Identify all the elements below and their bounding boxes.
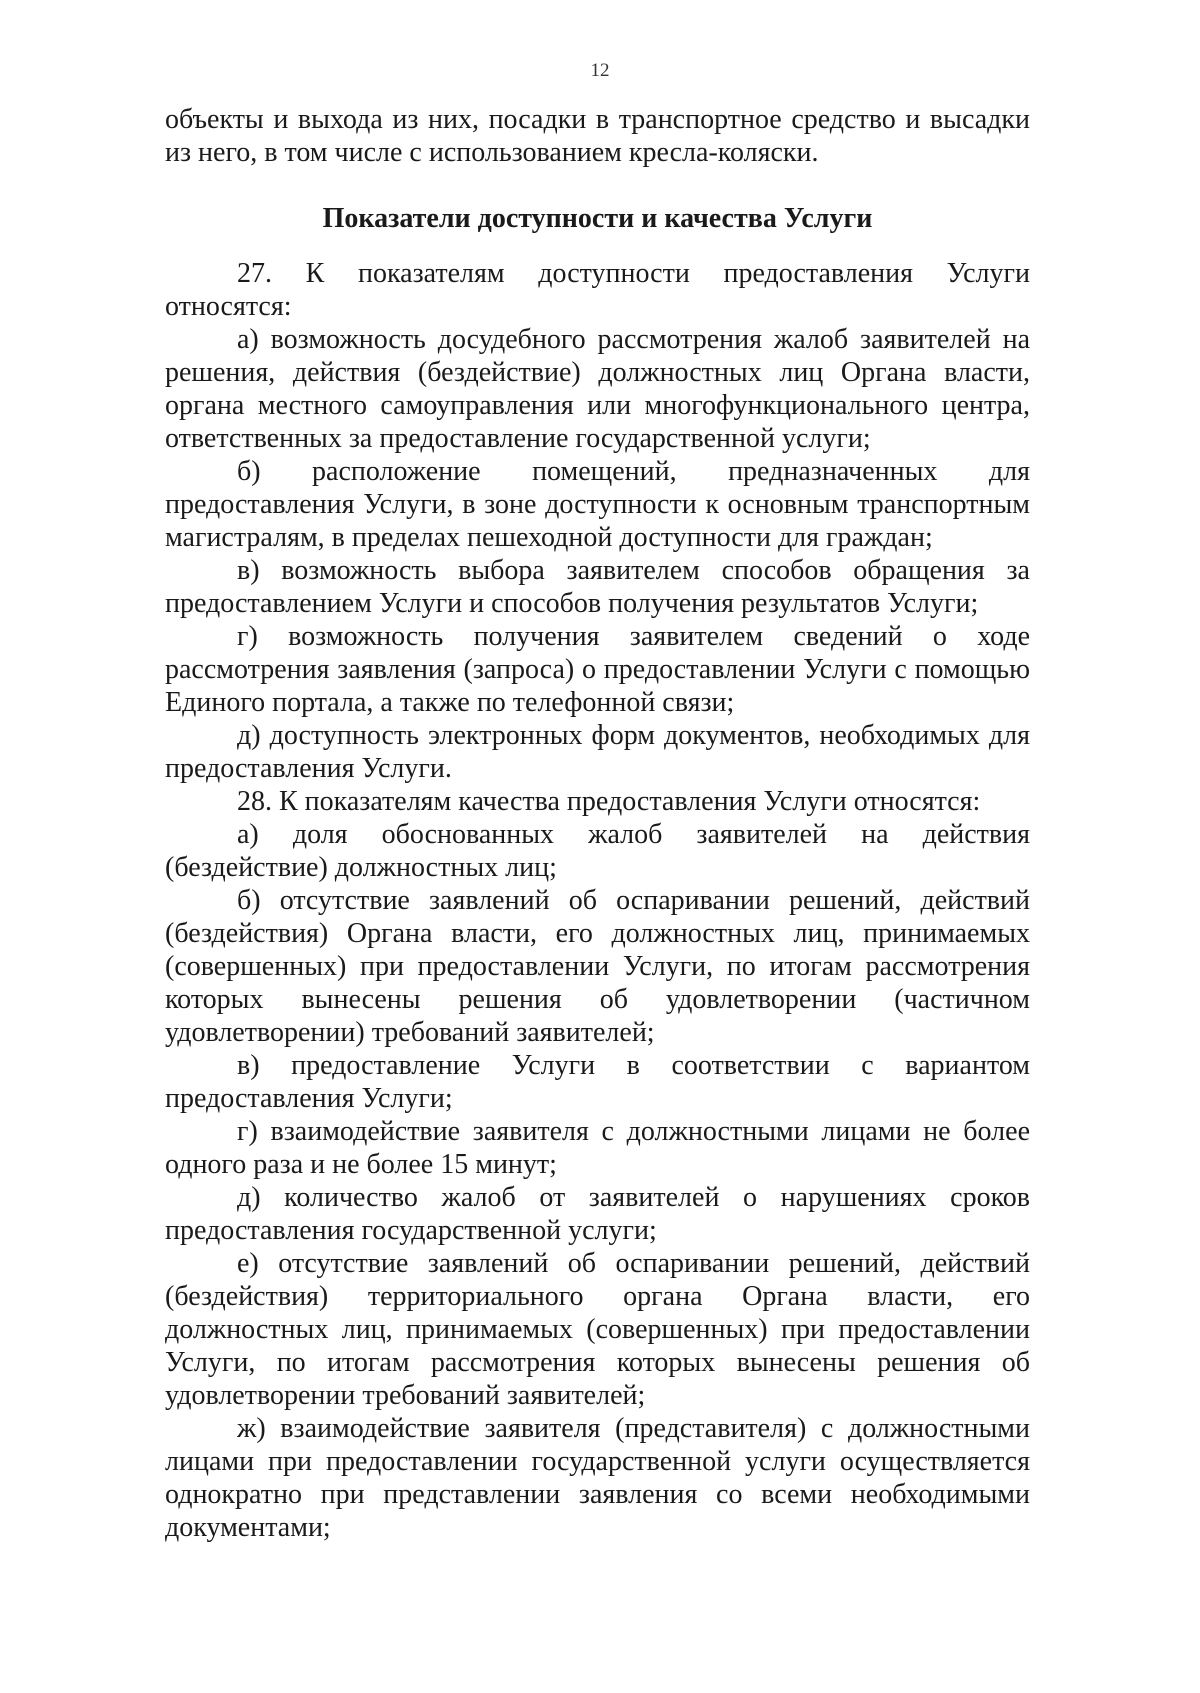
clause-27-item-a: а) возможность досудебного рассмотрения жалоб заявителей на решения, действия (бездействие) должностных лиц Органа власти, органа местного самоуправления или многофункционального центра, ответственных за предоставление государственной услуги; bbox=[165, 324, 1030, 454]
clause-28-item-b: б) отсутствие заявлений об оспаривании решений, действий (бездействия) Органа власти, его должностных лиц, принимаемых (совершенных) при предоставлении Услуги, по итогам рассмотрения которых вынесены решения об удовлетворении (частичном удовлетворении) требований заявителей; bbox=[165, 885, 1030, 1048]
intro-continuation: объекты и выхода из них, посадки в транспортное средство и высадки из него, в том числе с использованием кресла-коляски. bbox=[165, 104, 1030, 168]
section-heading: Показатели доступности и качества Услуги bbox=[322, 203, 873, 234]
clause-28-item-zh: ж) взаимодействие заявителя (представителя) с должностными лицами при предоставлении государственной услуги осуществляется однократно при представлении заявления со всеми необходимыми документами; bbox=[165, 1413, 1030, 1543]
clause-27-intro: 27. К показателям доступности предоставления Услуги относятся: bbox=[165, 258, 1030, 322]
document-body bbox=[165, 103, 1030, 1544]
clause-28-item-v: в) предоставление Услуги в соответствии с вариантом предоставления Услуги; bbox=[165, 1050, 1030, 1114]
clause-27-item-g: г) возможность получения заявителем сведений о ходе рассмотрения заявления (запроса) о предоставлении Услуги с помощью Единого портала, а также по телефонной связи; bbox=[165, 621, 1030, 718]
clause-27-item-d: д) доступность электронных форм документов, необходимых для предоставления Услуги. bbox=[165, 720, 1030, 784]
page-number: 12 bbox=[590, 60, 610, 81]
clause-28-item-d: д) количество жалоб от заявителей о нарушениях сроков предоставления государственной услуги; bbox=[165, 1182, 1030, 1246]
clause-28-intro: 28. К показателям качества предоставления Услуги относятся: bbox=[237, 786, 981, 817]
clause-27-item-v: в) возможность выбора заявителем способов обращения за предоставлением Услуги и способов получения результатов Услуги; bbox=[165, 555, 1030, 619]
clause-28-item-e: е) отсутствие заявлений об оспаривании решений, действий (бездействия) территориального органа Органа власти, его должностных лиц, принимаемых (совершенных) при предоставлении Услуги, по итогам рассмотрения которых вынесены решения об удовлетворении требований заявителей; bbox=[165, 1248, 1030, 1411]
clause-28-item-g: г) взаимодействие заявителя с должностными лицами не более одного раза и не более 15 минут; bbox=[165, 1116, 1030, 1180]
clause-27-item-b: б) расположение помещений, предназначенных для предоставления Услуги, в зоне доступности к основным транспортным магистралям, в пределах пешеходной доступности для граждан; bbox=[165, 456, 1030, 553]
clause-28-item-a: а) доля обоснованных жалоб заявителей на действия (бездействие) должностных лиц; bbox=[165, 819, 1030, 883]
